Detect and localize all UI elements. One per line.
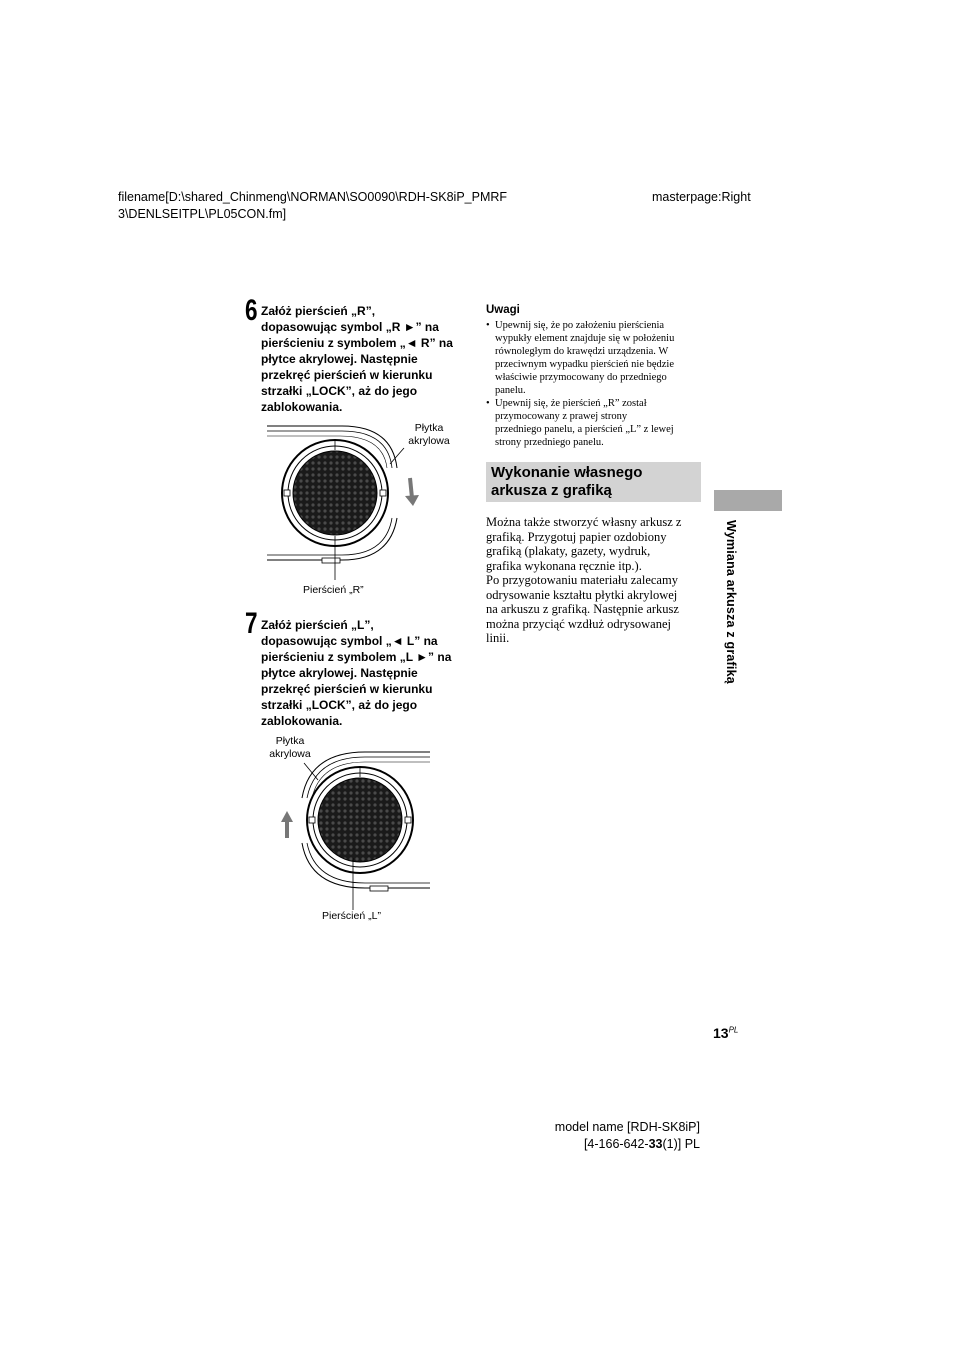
step-7-line: pierścieniu z symbolem „L ►” na: [261, 650, 452, 664]
note-line: strony przedniego panelu.: [495, 437, 604, 448]
bullet-icon: •: [486, 320, 490, 331]
section-body: [486, 515, 701, 646]
step-7-line: Załóż pierścień „L”,: [261, 618, 374, 632]
notes-list: [486, 319, 701, 449]
page-number-value: 13: [713, 1025, 729, 1041]
step-7-line: dopasowując symbol „◄ L” na: [261, 634, 438, 648]
step-6-line: płytce akrylowej. Następnie: [261, 352, 418, 366]
step-6-line: pierścieniu z symbolem „◄ R” na: [261, 336, 453, 350]
step-6-instructions: [261, 303, 466, 415]
plate-label-line: Płytka: [414, 422, 444, 434]
body-line: linii.: [486, 631, 510, 645]
note-line: Upewnij się, że pierścień „R” został: [495, 398, 647, 409]
filename-line-1: filename[D:\shared_Chinmeng\NORMAN\SO0090\RDH-SK8iP_PMRF: [118, 190, 508, 204]
step-6-line: przekręć pierścień w kierunku: [261, 368, 433, 382]
body-line: odrysowanie kształtu płytki akrylowej: [486, 587, 678, 602]
plate-label-line: akrylowa: [408, 435, 450, 447]
footer-part-number: [555, 1136, 700, 1153]
plate-label-line: Płytka: [275, 735, 305, 747]
part-number-prefix: [4-166-642-: [583, 1137, 649, 1151]
body-line: grafiką. Przygotuj papier ozdobiony: [486, 529, 667, 544]
part-number-bold: 33: [648, 1137, 663, 1151]
note-item: [486, 397, 701, 449]
step-7-instructions: [261, 617, 466, 729]
note-line: panelu.: [495, 385, 526, 396]
note-item: [486, 319, 701, 397]
step-6-line: strzałki „LOCK”, aż do jego: [261, 384, 418, 398]
footer-model-name: model name [RDH-SK8iP]: [554, 1120, 700, 1134]
figure-1-plate-label: [404, 422, 454, 448]
step-6-line: dopasowując symbol „R ►” na: [261, 320, 439, 334]
note-line: właściwie przymocowany do przedniego: [495, 372, 667, 383]
body-line: można przyciąć wzdłuż odrysowanej: [486, 616, 671, 631]
note-line: przymocowany z prawej strony: [495, 411, 628, 422]
filename-line-2: 3\DENLSEITPL\PL05CON.fm]: [118, 207, 287, 221]
note-line: Upewnij się, że po założeniu pierścienia: [495, 320, 665, 331]
filename-header: [118, 189, 507, 223]
body-line: Po przygotowaniu materiału zalecamy: [486, 573, 678, 587]
side-tab-label: Wymiana arkusza z grafiką: [724, 520, 738, 684]
section-heading-box: [486, 462, 701, 502]
body-line: Można także stworzyć własny arkusz z: [486, 515, 682, 529]
body-line: grafiką (plakaty, gazety, wydruk,: [486, 544, 651, 558]
step-6-line: Załóż pierścień „R”,: [261, 304, 376, 318]
note-line: wypukły element znajduje się w położeniu: [495, 333, 675, 344]
ring-l-illustration: [270, 748, 435, 918]
figure-1-ring-label: Pierścień „R”: [303, 584, 364, 596]
step-number-7: 7: [245, 607, 258, 640]
bullet-icon: •: [486, 398, 490, 409]
section-title-line: arkusza z grafiką: [491, 482, 612, 499]
step-7-line: strzałki „LOCK”, aż do jego: [261, 698, 418, 712]
figure-2-ring-label: Pierścień „L”: [322, 910, 381, 922]
step-6-line: zablokowania.: [261, 400, 343, 414]
footer-model-info: [555, 1119, 700, 1153]
body-line: na arkuszu z grafiką. Następnie arkusz: [486, 602, 679, 616]
note-line: równoległym do krawędzi urządzenia. W: [495, 346, 669, 357]
page-number: [713, 1025, 738, 1041]
step-7-line: przekręć pierścień w kierunku: [261, 682, 433, 696]
notes-title: Uwagi: [486, 304, 520, 316]
note-line: przeciwnym wypadku pierścień nie będzie: [495, 359, 675, 370]
page-number-suffix: PL: [728, 1025, 739, 1035]
body-line: grafika wykonana ręcznie itp.).: [486, 558, 642, 573]
side-tab-marker: [714, 490, 782, 511]
step-number-6: 6: [245, 294, 258, 327]
figure-2-plate-label: [264, 735, 316, 761]
section-title-line: Wykonanie własnego: [491, 464, 643, 481]
masterpage-header: masterpage:Right: [652, 190, 751, 204]
plate-label-line: akrylowa: [269, 748, 311, 760]
note-line: przedniego panelu, a pierścień „L” z lewej: [495, 424, 674, 435]
part-number-suffix: (1)] PL: [662, 1137, 700, 1151]
step-7-line: zablokowania.: [261, 714, 343, 728]
step-7-line: płytce akrylowej. Następnie: [261, 666, 418, 680]
